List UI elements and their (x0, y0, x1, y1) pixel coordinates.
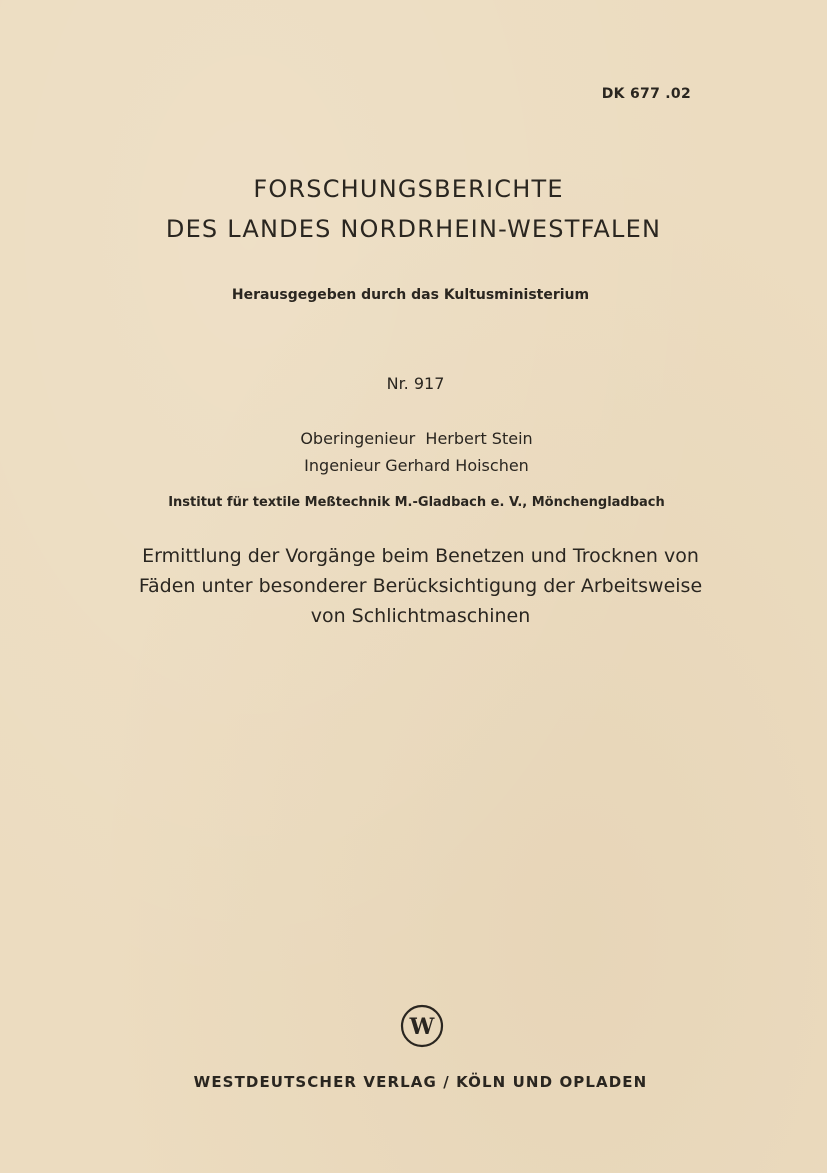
series-title-line-1: FORSCHUNGSBERICHTE (253, 175, 564, 203)
report-title-line-2: Fäden unter besonderer Berücksichtigung der Arbeitsweise (138, 575, 703, 597)
classification-code: DK 677 .02 (601, 86, 691, 102)
westdeutscher-verlag-logo-icon (400, 1004, 444, 1048)
report-title (7, 541, 827, 631)
report-number: Nr. 917 (386, 374, 445, 393)
svg-text:W: W (409, 1014, 435, 1040)
report-title-line-1: Ermittlung der Vorgänge beim Benetzen und Trocknen von (142, 545, 699, 567)
publisher-imprint: WESTDEUTSCHER VERLAG / KÖLN UND OPLADEN (193, 1073, 648, 1091)
author-2: Ingenieur Gerhard Hoischen (304, 456, 529, 475)
editor-note: Herausgegeben durch das Kultusministerium (231, 287, 590, 303)
series-title-line-2: DES LANDES NORDRHEIN-WESTFALEN (165, 215, 662, 243)
author-1: Oberingenieur Herbert Stein (300, 429, 533, 448)
report-title-line-3: von Schlichtmaschinen (310, 605, 531, 627)
institute: Institut für textile Meßtechnik M.-Gladbach e. V., Mönchengladbach (168, 495, 665, 510)
